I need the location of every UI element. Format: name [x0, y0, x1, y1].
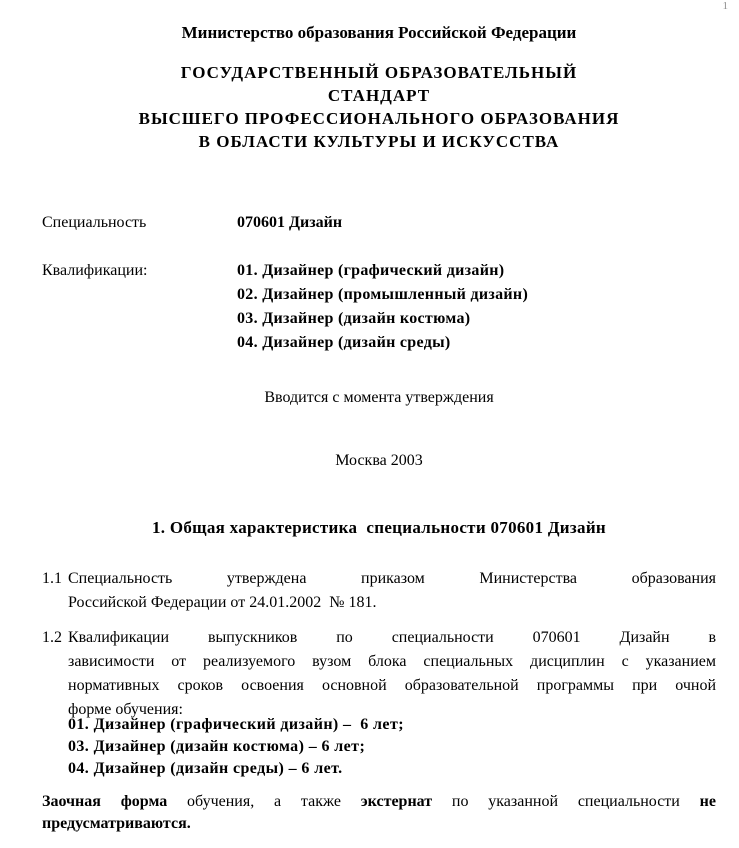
document-title-line-2: СТАНДАРТ [327, 86, 431, 105]
closing-paragraph [42, 791, 716, 835]
specialty-row [42, 211, 716, 235]
specialty-label: Специальность [42, 214, 147, 231]
document-title-line-4: В ОБЛАСТИ КУЛЬТУРЫ И ИСКУССТВА [198, 132, 560, 151]
paragraph-1-1 [42, 567, 716, 615]
document-content [42, 0, 716, 835]
closing-line: предусматриваются. [42, 815, 191, 832]
paragraph-1-2-line: Квалификации выпускников по специальности 070601 Дизайн в [68, 629, 716, 646]
closing-line [42, 791, 716, 813]
qualification-item: 04. Дизайнер (дизайн среды) [237, 334, 451, 351]
qualification-item: 02. Дизайнер (промышленный дизайн) [237, 286, 529, 303]
qualifications-row [42, 259, 716, 355]
paragraph-1-2-line: форме обучения: [68, 701, 183, 718]
paragraph-1-1-line: Специальность утверждена приказом Министерства образования [68, 570, 716, 587]
ministry-heading: Министерство образования Российской Федерации [181, 23, 577, 42]
paragraph-1-1-line: Российской Федерации от 24.01.2002 № 181. [68, 594, 377, 611]
duration-item: 04. Дизайнер (дизайн среды) – 6 лет. [68, 760, 343, 777]
document-title [42, 61, 716, 153]
section-1-heading: 1. Общая характеристика специальности 070601 Дизайн [151, 518, 607, 537]
paragraph-1-2-line: нормативных сроков освоения основной образовательной программы при очной [68, 677, 716, 694]
document-title-line-3: ВЫСШЕГО ПРОФЕССИОНАЛЬНОГО ОБРАЗОВАНИЯ [138, 109, 620, 128]
duration-item: 01. Дизайнер (графический дизайн) – 6 лет; [68, 716, 404, 733]
document-title-line-1: ГОСУДАРСТВЕННЫЙ ОБРАЗОВАТЕЛЬНЫЙ [180, 63, 578, 82]
place-year: Москва 2003 [335, 452, 423, 469]
qualification-item: 01. Дизайнер (графический дизайн) [237, 262, 505, 279]
closing-regular-segment: по указанной специальности [432, 793, 700, 810]
page-number: 1 [722, 0, 728, 12]
specialty-value: 070601 Дизайн [237, 214, 343, 231]
effective-note: Вводится с момента утверждения [264, 389, 494, 406]
paragraph-1-2 [42, 626, 716, 780]
duration-item: 03. Дизайнер (дизайн костюма) – 6 лет; [68, 738, 366, 755]
closing-bold-segment: Заочная форма [42, 793, 168, 810]
closing-bold-segment: экстернат [360, 793, 433, 810]
qualifications-list [237, 259, 528, 355]
qualification-item: 03. Дизайнер (дизайн костюма) [237, 310, 471, 327]
duration-list [68, 714, 716, 780]
paragraph-1-2-number: 1.2 [42, 629, 62, 646]
qualifications-label: Квалификации: [42, 262, 148, 279]
closing-regular-segment: обучения, а также [167, 793, 361, 810]
closing-bold-segment: не [699, 793, 716, 810]
paragraph-1-2-line: зависимости от реализуемого вузом блока специальных дисциплин с указанием [68, 653, 716, 670]
paragraph-1-1-number: 1.1 [42, 570, 62, 587]
